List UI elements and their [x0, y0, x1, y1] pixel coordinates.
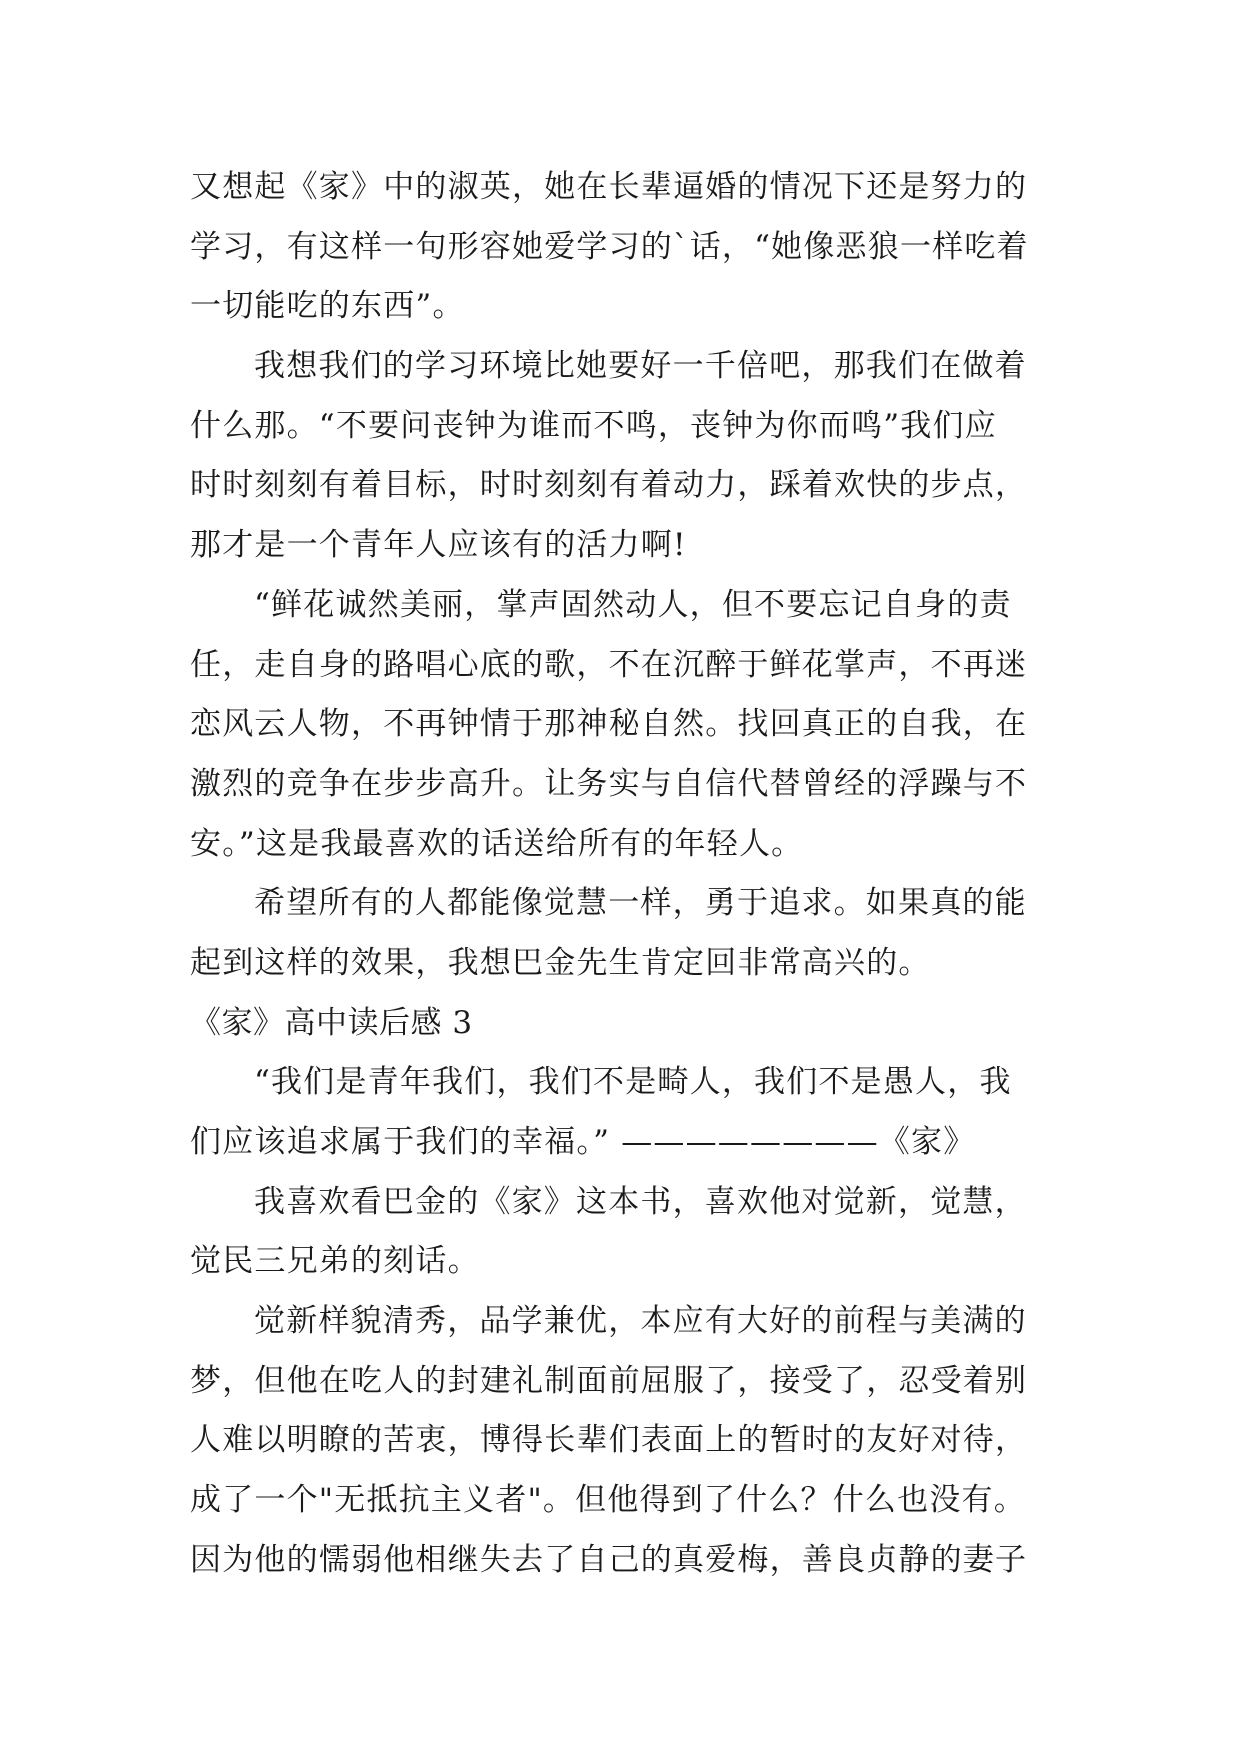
text-line: 安。”这是我最喜欢的话送给所有的年轻人。 — [190, 825, 804, 862]
text-line: 觉民三兄弟的刻话。 — [190, 1243, 480, 1280]
text-line: “鲜花诚然美丽，掌声固然动人，但不要忘记自身的责 — [254, 586, 1012, 623]
text-line: 又想起《家》中的淑英，她在长辈逼婚的情况下还是努力的 — [190, 169, 1028, 205]
text-line: 恋风云人物，不再钟情于那神秘自然。找回真正的自我，在 — [190, 706, 1028, 743]
text-line: 一切能吃的东西”。 — [190, 288, 465, 325]
body-text — [190, 158, 1060, 1591]
text-line: 任，走自身的路唱心底的歌，不在沉醉于鲜花掌声，不再迷 — [190, 646, 1028, 683]
text-line: 觉新样貌清秀，品学兼优，本应有大好的前程与美满的 — [254, 1303, 1027, 1340]
text-line: 因为他的懦弱他相继失去了自己的真爱梅，善良贞静的妻子 — [190, 1541, 1028, 1578]
text-line: “我们是青年我们，我们不是畸人，我们不是愚人，我 — [254, 1064, 1012, 1101]
section-heading: 《家》高中读后感 3 — [190, 1004, 473, 1041]
text-line: 那才是一个青年人应该有的活力啊! — [190, 527, 687, 564]
text-line: 我喜欢看巴金的《家》这本书，喜欢他对觉新，觉慧， — [254, 1183, 1027, 1220]
text-line: 时时刻刻有着目标，时时刻刻有着动力，踩着欢快的步点， — [190, 467, 1028, 504]
text-line: 学习，有这样一句形容她爱学习的`话，“她像恶狼一样吃着 — [190, 228, 1029, 265]
text-line: 梦，但他在吃人的封建礼制面前屈服了，接受了，忍受着别 — [190, 1362, 1028, 1399]
text-line: 们应该追求属于我们的幸福。” ————————《家》 — [190, 1124, 976, 1160]
text-line: 希望所有的人都能像觉慧一样，勇于追求。如果真的能 — [254, 885, 1027, 922]
text-line: 我想我们的学习环境比她要好一千倍吧，那我们在做着 — [254, 348, 1027, 385]
text-line: 激烈的竞争在步步高升。让务实与自信代替曾经的浮躁与不 — [190, 765, 1028, 802]
text-line: 什么那。“不要问丧钟为谁而不鸣，丧钟为你而鸣”我们应 — [190, 407, 997, 444]
text-line: 成了一个"无抵抗主义者"。但他得到了什么？什么也没有。 — [190, 1482, 1026, 1519]
text-line: 人难以明瞭的苦衷，博得长辈们表面上的暂时的友好对待， — [190, 1422, 1028, 1459]
text-line: 起到这样的效果，我想巴金先生肯定回非常高兴的。 — [190, 944, 931, 981]
